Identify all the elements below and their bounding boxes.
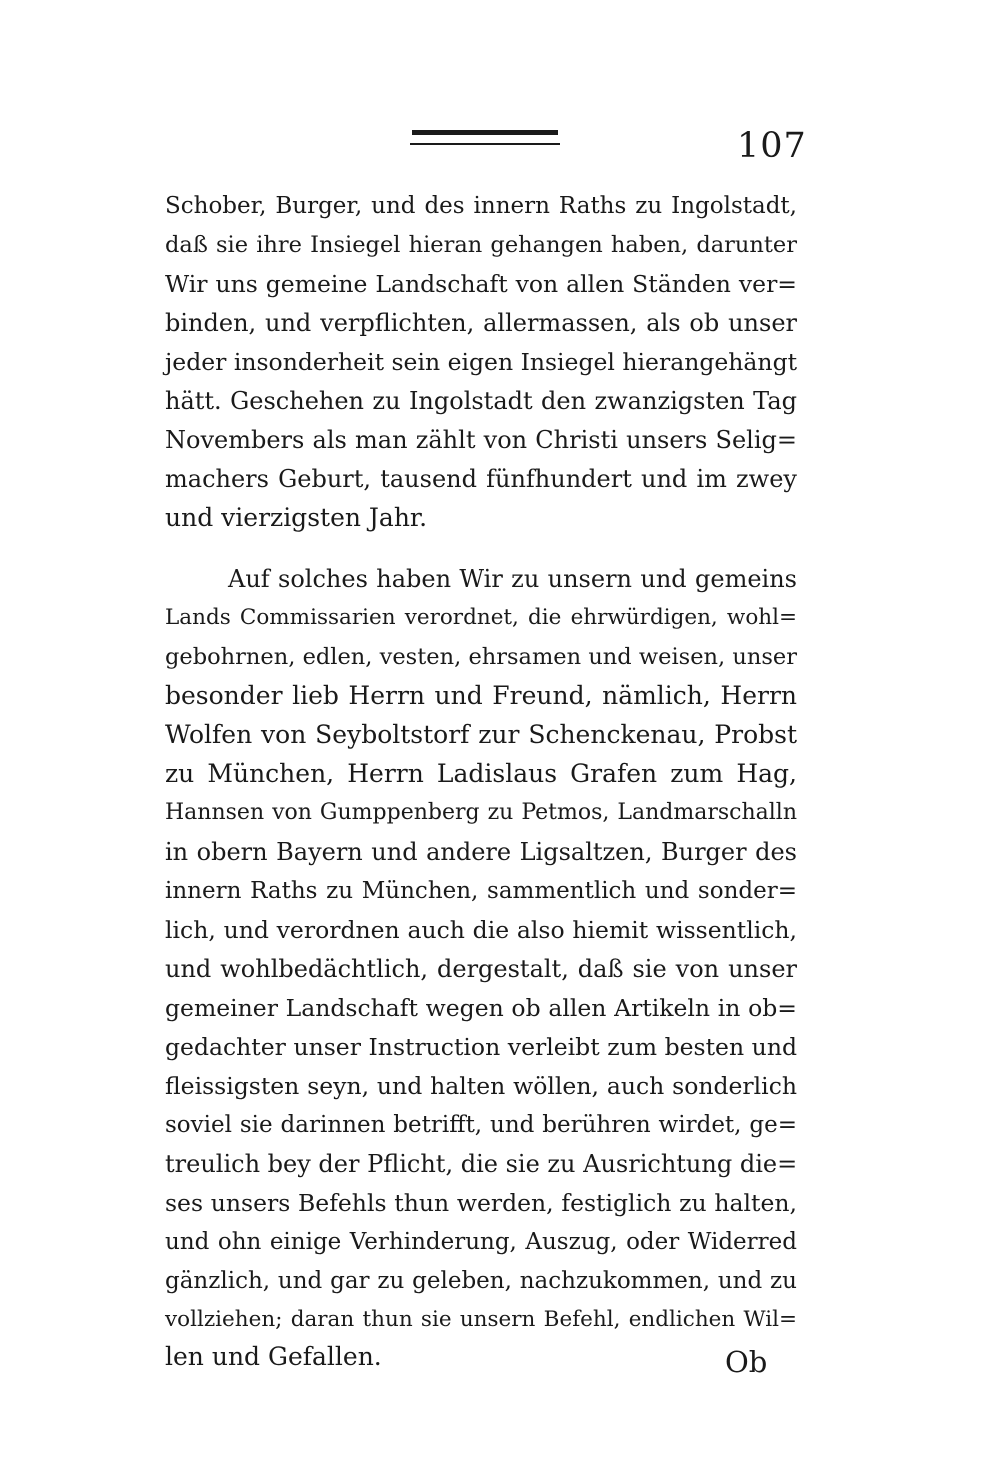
text-line: Lands Commissarien verordnet, die ehrwürdigen, wohl= xyxy=(165,605,797,630)
text-line: soviel sie darinnen betrifft, und berühren wirdet, ge= xyxy=(165,1112,797,1138)
text-line: ses unsers Befehls thun werden, festiglich zu halten, xyxy=(165,1189,797,1217)
text-line: besonder lieb Herrn und Freund, nämlich, Herrn xyxy=(165,681,797,710)
text-line: und ohn einige Verhinderung, Auszug, oder Widerred xyxy=(165,1229,797,1255)
text-line: Auf solches haben Wir zu unsern und gemeins xyxy=(228,565,797,593)
header-rule-thick xyxy=(412,130,558,135)
text-line: binden, und verpflichten, allermassen, als ob unser xyxy=(165,309,797,337)
text-line: hätt. Geschehen zu Ingolstadt den zwanzigsten Tag xyxy=(165,387,797,415)
text-line: Novembers als man zählt von Christi unsers Selig= xyxy=(165,426,797,454)
catchword: Ob xyxy=(725,1345,768,1379)
text-line: daß sie ihre Insiegel hieran gehangen haben, darunter xyxy=(165,232,797,258)
text-line: jeder insonderheit sein eigen Insiegel hierangehängt xyxy=(165,348,798,376)
text-line: gemeiner Landschaft wegen ob allen Artikeln in ob= xyxy=(165,994,797,1022)
text-line: innern Raths zu München, sammentlich und sonder= xyxy=(165,878,797,904)
text-line: zu München, Herrn Ladislaus Grafen zum Hag, xyxy=(165,759,797,788)
text-line: Wir uns gemeine Landschaft von allen Ständen ver= xyxy=(165,270,797,298)
text-line: gebohrnen, edlen, vesten, ehrsamen und weisen, unser xyxy=(165,644,797,670)
text-line: Hannsen von Gumppenberg zu Petmos, Landmarschalln xyxy=(165,800,797,825)
text-line: in obern Bayern und andere Ligsaltzen, Burger des xyxy=(165,838,797,866)
header-double-rule xyxy=(410,130,560,150)
text-line: Schober, Burger, und des innern Raths zu Ingolstadt, xyxy=(165,193,797,219)
text-line: machers Geburt, tausend fünfhundert und im zwey xyxy=(165,465,797,493)
page-number: 107 xyxy=(737,126,807,166)
text-line: und vierzigsten Jahr. xyxy=(165,503,428,532)
text-line: treulich bey der Pflicht, die sie zu Ausrichtung die= xyxy=(165,1150,798,1178)
text-line: Wolfen von Seyboltstorf zur Schenckenau, Probst xyxy=(165,720,797,749)
text-line: vollziehen; daran thun sie unsern Befehl, endlichen Wil= xyxy=(165,1307,797,1332)
text-line: und wohlbedächtlich, dergestalt, daß sie von unser xyxy=(165,955,797,983)
text-line: fleissigsten seyn, und halten wöllen, auch sonderlich xyxy=(165,1072,797,1100)
text-line: gänzlich, und gar zu geleben, nachzukommen, und zu xyxy=(165,1268,797,1294)
header-rule-thin xyxy=(410,143,560,145)
text-line: lich, und verordnen auch die also hiemit wissentlich, xyxy=(165,916,797,944)
text-line: len und Gefallen. xyxy=(165,1342,382,1371)
text-line: gedachter unser Instruction verleibt zum besten und xyxy=(165,1033,797,1061)
